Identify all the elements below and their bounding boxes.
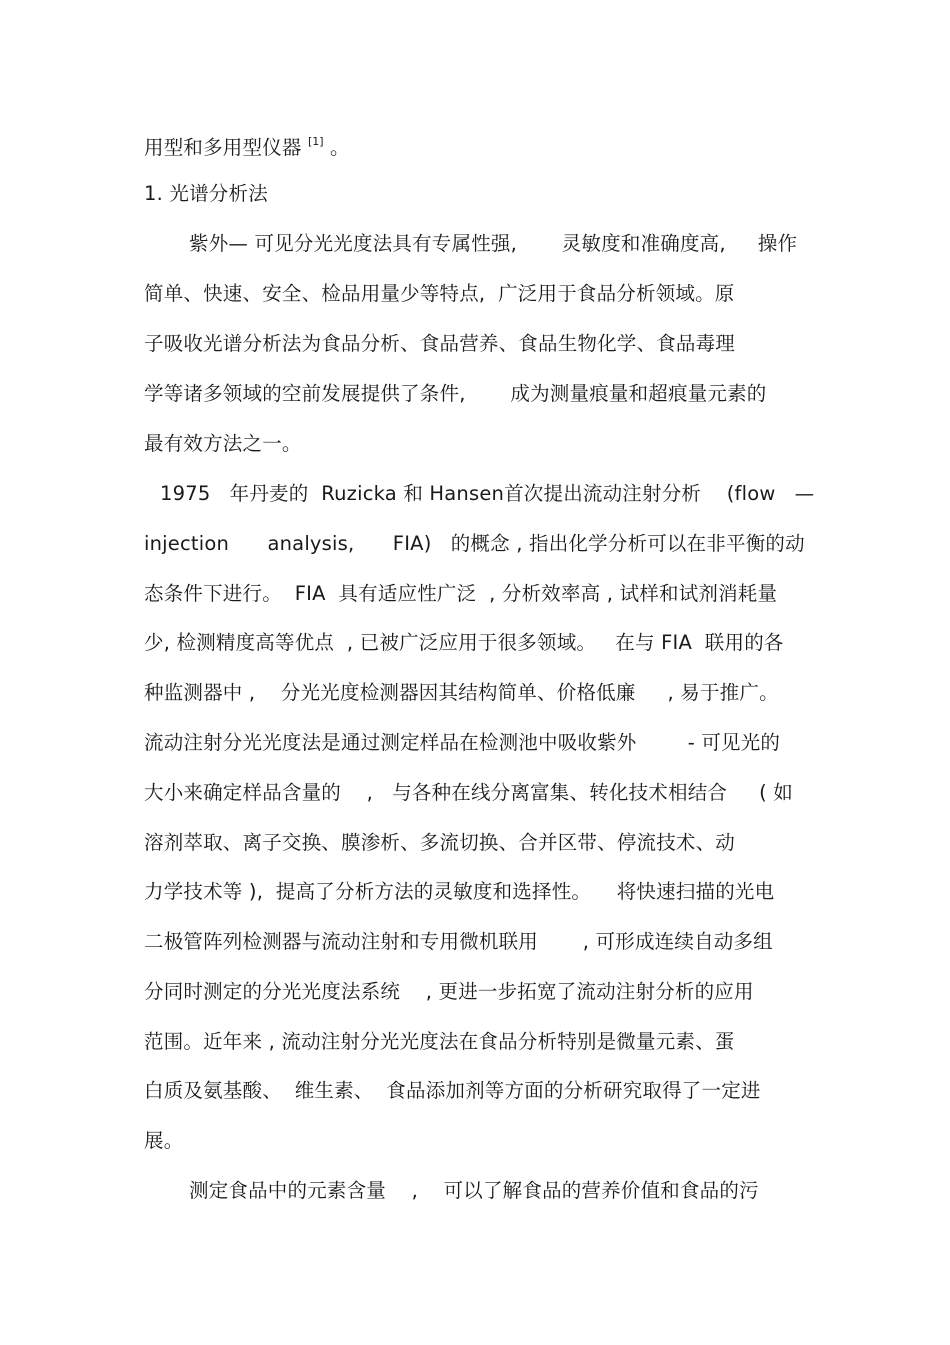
paragraph-line: 态条件下进行。 FIA 具有适应性广泛 , 分析效率高 , 试样和试剂消耗量 xyxy=(144,582,778,605)
paragraph-line: 子吸收光谱分析法为食品分析、食品营养、食品生物化学、食品毒理 xyxy=(144,332,736,355)
paragraph-line: 大小来确定样品含量的 , 与各种在线分离富集、转化技术相结合 ( 如 xyxy=(144,781,793,804)
paragraph-line: 白质及氨基酸、 维生素、 食品添加剂等方面的分析研究取得了一定进 xyxy=(144,1079,761,1102)
paragraph-line: 二极管阵列检测器与流动注射和专用微机联用 , 可形成连续自动多组 xyxy=(144,930,773,953)
paragraph-line: 种监测器中 , 分光光度检测器因其结构简单、价格低廉 , 易于推广。 xyxy=(144,681,779,704)
section-heading: 1. 光谱分析法 xyxy=(144,182,268,205)
text-line-1: 用型和多用型仪器 [1] 。 xyxy=(144,135,350,159)
paragraph-line: 溶剂萃取、离子交换、膜渗析、多流切换、合并区带、停流技术、动 xyxy=(144,831,736,854)
paragraph-line: 简单、快速、安全、检品用量少等特点, 广泛用于食品分析领域。原 xyxy=(144,282,735,305)
paragraph-line: 测定食品中的元素含量 , 可以了解食品的营养价值和食品的污 xyxy=(189,1179,759,1202)
paragraph-line: 学等诸多领域的空前发展提供了条件, 成为测量痕量和超痕量元素的 xyxy=(144,382,767,405)
paragraph-line: 力学技术等 ), 提高了分析方法的灵敏度和选择性。 将快速扫描的光电 xyxy=(144,880,775,903)
paragraph-line: 展。 xyxy=(144,1129,184,1152)
paragraph-line: 少, 检测精度高等优点 , 已被广泛应用于很多领域。 在与 FIA 联用的各 xyxy=(144,631,784,654)
paragraph-line: injection analysis, FIA) 的概念 , 指出化学分析可以在非平衡的动 xyxy=(144,532,805,555)
paragraph-line: 分同时测定的分光光度法系统 , 更进一步拓宽了流动注射分析的应用 xyxy=(144,980,754,1003)
paragraph-line: 范围。近年来 , 流动注射分光光度法在食品分析特别是微量元素、蛋 xyxy=(144,1030,735,1053)
citation-ref[interactable]: [1] xyxy=(308,135,324,148)
paragraph-line: 紫外— 可见分光光度法具有专属性强, 灵敏度和准确度高, 操作 xyxy=(189,232,798,255)
paragraph-line: 1975 年丹麦的 Ruzicka 和 Hansen首次提出流动注射分析 (flow — xyxy=(160,482,815,505)
paragraph-line: 最有效方法之一。 xyxy=(144,432,302,455)
paragraph-line: 流动注射分光光度法是通过测定样品在检测池中吸收紫外 - 可见光的 xyxy=(144,731,781,754)
